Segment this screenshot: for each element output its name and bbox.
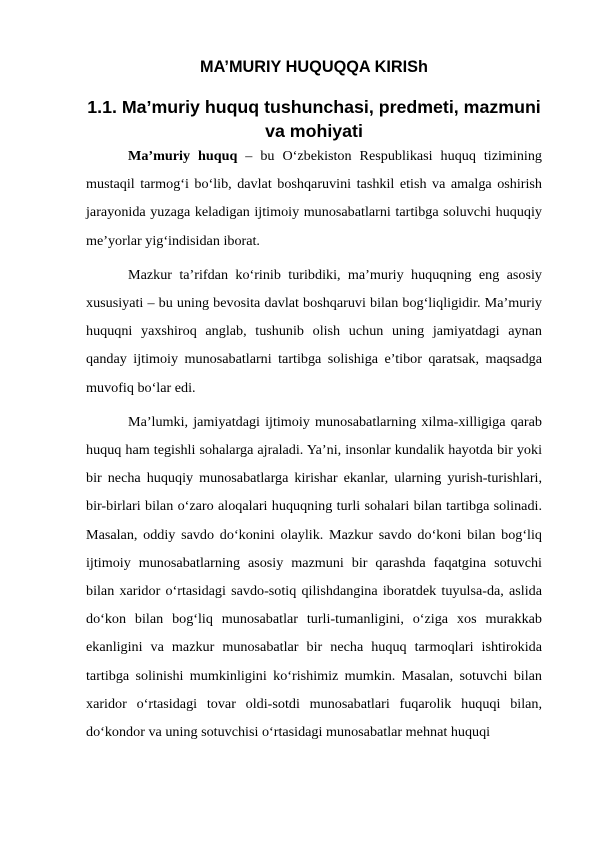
section-title: 1.1. Ma’muriy huquq tushunchasi, predmeti, mazmuni va mohiyati — [87, 97, 541, 141]
defined-term: Ma’muriy huquq — [128, 148, 238, 164]
document-body — [86, 142, 542, 752]
paragraph-example: Ma’lumki, jamiyatdagi ijtimoiy munosabatlarning xilma-xilligiga qarab huquq ham tegishli sohalarga ajraladi. Ya’ni, insonlar kundalik hayotda bir yoki bir necha huquqiy munosabatlarga kirishar ekanlar, ularning yurish-turishlari, bir-birlari bilan o‘zaro aloqalari huquqning turli sohalari bilan tartibga solinadi. Masalan, oddiy savdo do‘konini olaylik. Mazkur savdo do‘koni bilan bog‘liq ijtimoiy munosabatlarning asosiy mazmuni bir qarashda faqatgina sotuvchi bilan xaridor o‘rtasidagi savdo-sotiq qilishdangina iboratdek tuyulsa-da, aslida do‘kon bilan bog‘liq munosabatlar turli-tumanligini, o‘ziga xos murakkab ekanligini va mazkur munosabatlar bir necha huquq tarmoqlari ishtirokida tartibga solinishi mumkinligini ko‘rishimiz mumkin. Masalan, sotuvchi bilan xaridor o‘rtasidagi tovar oldi-sotdi munosabatlari fuqarolik huquqi bilan, do‘kondor va uning sotuvchisi o‘rtasidagi munosabatlar mehnat huquqi — [86, 413, 542, 741]
paragraph-definition — [86, 142, 542, 255]
chapter-title: MA’MURIY HUQUQQA KIRISh — [200, 58, 428, 76]
paragraph-text: – bu O‘zbekiston Respublikasi huquq tizimining mustaqil tarmog‘i bo‘lib, davlat boshqaruvini tashkil etish va amalga oshirish jarayonida yuzaga keladigan ijtimoiy munosabatlarni tartibga soluvchi huquqiy me’yorlar yig‘indisidan iborat. — [86, 148, 543, 249]
paragraph-explanation: Mazkur ta’rifdan ko‘rinib turibdiki, ma’muriy huquqning eng asosiy xususiyati – bu uning bevosita davlat boshqaruvi bilan bog‘liqligidir. Ma’muriy huquqni yaxshiroq anglab, tushunib olish uchun uning jamiyatdagi aynan qanday ijtimoiy munosabatlarni tartibga solishiga e’tibor qaratsak, maqsadga muvofiq bo‘lar edi. — [86, 266, 542, 396]
